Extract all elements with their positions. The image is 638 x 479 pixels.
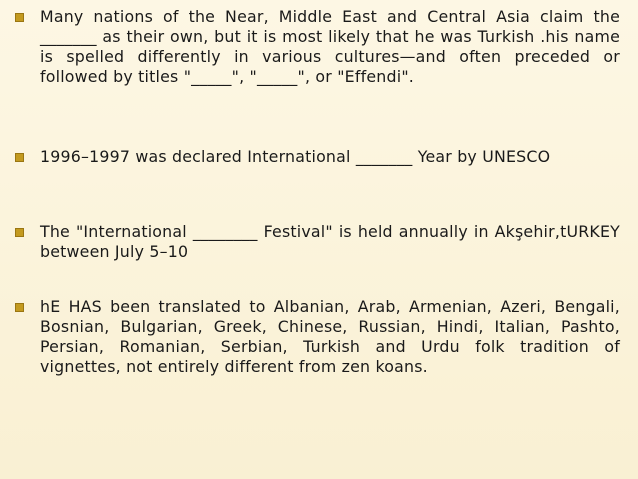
- bullet-text: The "International ________ Festival" is held annually in Akşehir,tURKEY between July 5–10: [40, 222, 620, 261]
- square-bullet-icon: [15, 303, 24, 312]
- bullet-text: Many nations of the Near, Middle East and Central Asia claim the _______ as their own, but it is most likely that he was Turkish .his name is spelled differently in various cultures—and often preceded or followed by titles "_____", "_____", or "Effendi".: [40, 7, 620, 86]
- square-bullet-icon: [15, 228, 24, 237]
- square-bullet-icon: [15, 13, 24, 22]
- square-bullet-icon: [15, 153, 24, 162]
- bullet-text: hE HAS been translated to Albanian, Arab, Armenian, Azeri, Bengali, Bosnian, Bulgarian, Greek, Chinese, Russian, Hindi, Italian, Pashto, Persian, Romanian, Serbian, Turkish and Urdu folk tradition of vignettes, not entirely different from zen koans.: [40, 297, 620, 376]
- bullet-text: 1996–1997 was declared International _______ Year by UNESCO: [40, 147, 551, 166]
